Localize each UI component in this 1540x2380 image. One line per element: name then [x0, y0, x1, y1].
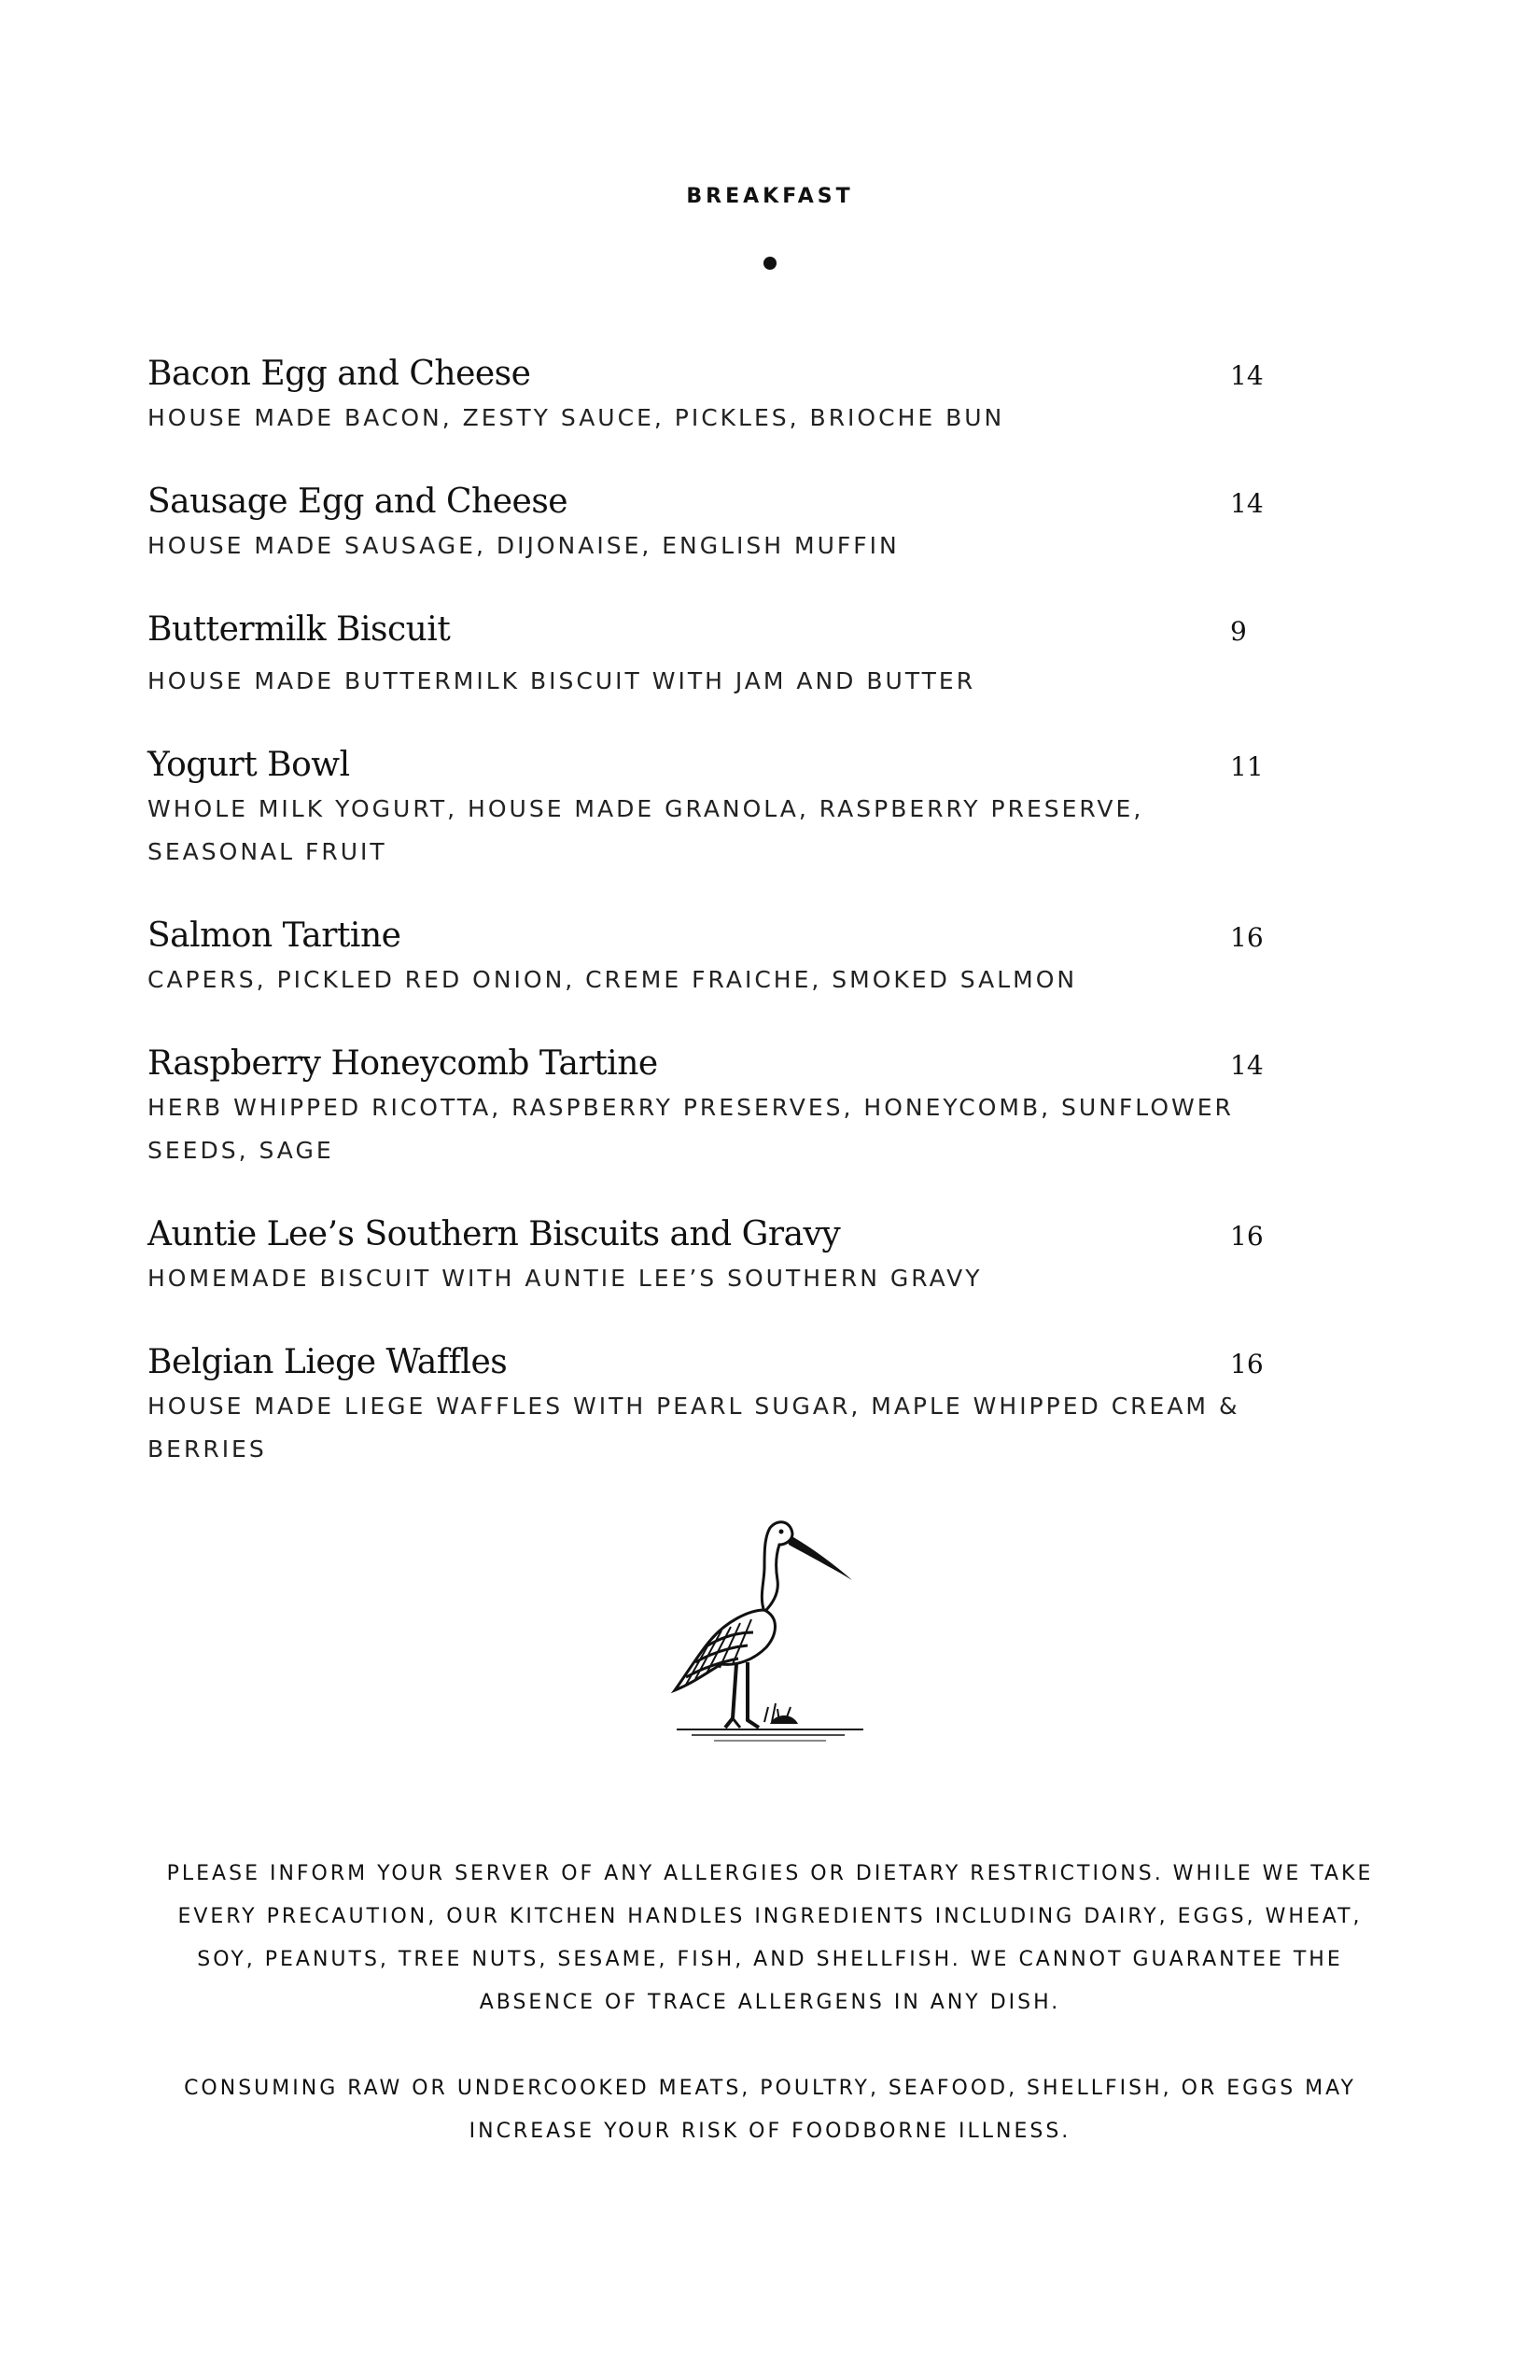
allergy-notice-text: PLEASE INFORM YOUR SERVER OF ANY ALLERGIES OR DIETARY RESTRICTIONS. WHILE WE TAKE EVERY PRECAUTION, OUR KITCHEN HANDLES INGREDIENTS INCLUDING DAIRY, EGGS, WHEAT, SOY, PEANUTS, TREE NUTS, SESAME, FISH, AND SHELLFISH. WE CANNOT GUARANTEE THE ABSENCE OF TRACE ALLERGENS IN ANY DISH.	[166, 1862, 1374, 2014]
menu-item	[147, 917, 1286, 1001]
menu-item-description: HOUSE MADE BACON, ZESTY SAUCE, PICKLES, BRIOCHE BUN	[147, 404, 1005, 431]
menu-item-header	[147, 483, 1286, 521]
menu-item	[147, 1343, 1286, 1471]
menu-item	[147, 355, 1286, 440]
menu-item-header	[147, 1215, 1286, 1253]
menu-item-description: HOUSE MADE BUTTERMILK BISCUIT WITH JAM AND BUTTER	[147, 667, 976, 694]
menu-item-description: HOMEMADE BISCUIT WITH AUNTIE LEE’S SOUTHERN GRAVY	[147, 1265, 983, 1292]
menu-item	[147, 610, 1286, 703]
menu-item-description: HOUSE MADE SAUSAGE, DIJONAISE, ENGLISH MUFFIN	[147, 532, 900, 559]
allergy-notice	[163, 1853, 1377, 2196]
menu-item-header	[147, 1343, 1286, 1381]
menu-item-name: Buttermilk Biscuit	[147, 610, 451, 649]
section-title: BREAKFAST	[686, 185, 854, 208]
menu-item-header	[147, 1044, 1286, 1083]
menu-item-name: Auntie Lee’s Southern Biscuits and Gravy	[147, 1215, 841, 1253]
menu-item-name: Belgian Liege Waffles	[147, 1343, 508, 1381]
menu-item	[147, 1215, 1286, 1300]
menu-item-name: Yogurt Bowl	[147, 746, 350, 784]
menu-item-price: 16	[1230, 1221, 1264, 1252]
menu-header	[0, 185, 1540, 270]
menu-item-name: Salmon Tartine	[147, 917, 401, 955]
menu-item-price: 14	[1230, 360, 1264, 391]
heron-illustration	[667, 1507, 873, 1750]
menu-item	[147, 746, 1286, 874]
bullet-icon	[763, 257, 777, 270]
menu-item-description: CAPERS, PICKLED RED ONION, CREME FRAICHE, SMOKED SALMON	[147, 966, 1078, 993]
menu-item-description: HERB WHIPPED RICOTTA, RASPBERRY PRESERVES, HONEYCOMB, SUNFLOWER SEEDS, SAGE	[147, 1094, 1234, 1164]
menu-item-description: WHOLE MILK YOGURT, HOUSE MADE GRANOLA, RASPBERRY PRESERVE, SEASONAL FRUIT	[147, 795, 1144, 865]
menu-item-name: Raspberry Honeycomb Tartine	[147, 1044, 658, 1083]
menu-item-header	[147, 610, 1286, 649]
raw-food-warning: CONSUMING RAW OR UNDERCOOKED MEATS, POULTRY, SEAFOOD, SHELLFISH, OR EGGS MAY INCREASE YOUR RISK OF FOODBORNE ILLNESS.	[184, 2077, 1356, 2143]
menu-item-price: 16	[1230, 922, 1264, 953]
menu-item-description: HOUSE MADE LIEGE WAFFLES WITH PEARL SUGAR, MAPLE WHIPPED CREAM & BERRIES	[147, 1393, 1240, 1463]
menu-item-header	[147, 917, 1286, 955]
menu-item-name: Bacon Egg and Cheese	[147, 355, 531, 393]
menu-item-header	[147, 355, 1286, 393]
menu-item-price: 11	[1230, 751, 1264, 782]
menu-item-price: 14	[1230, 488, 1264, 519]
menu-item	[147, 1044, 1286, 1172]
menu-item-name: Sausage Egg and Cheese	[147, 483, 568, 521]
menu-list	[147, 355, 1286, 1514]
menu-item	[147, 483, 1286, 567]
menu-item-price: 14	[1230, 1050, 1264, 1081]
menu-item-price: 16	[1230, 1349, 1264, 1379]
menu-item-price: 9	[1230, 616, 1247, 647]
menu-item-header	[147, 746, 1286, 784]
